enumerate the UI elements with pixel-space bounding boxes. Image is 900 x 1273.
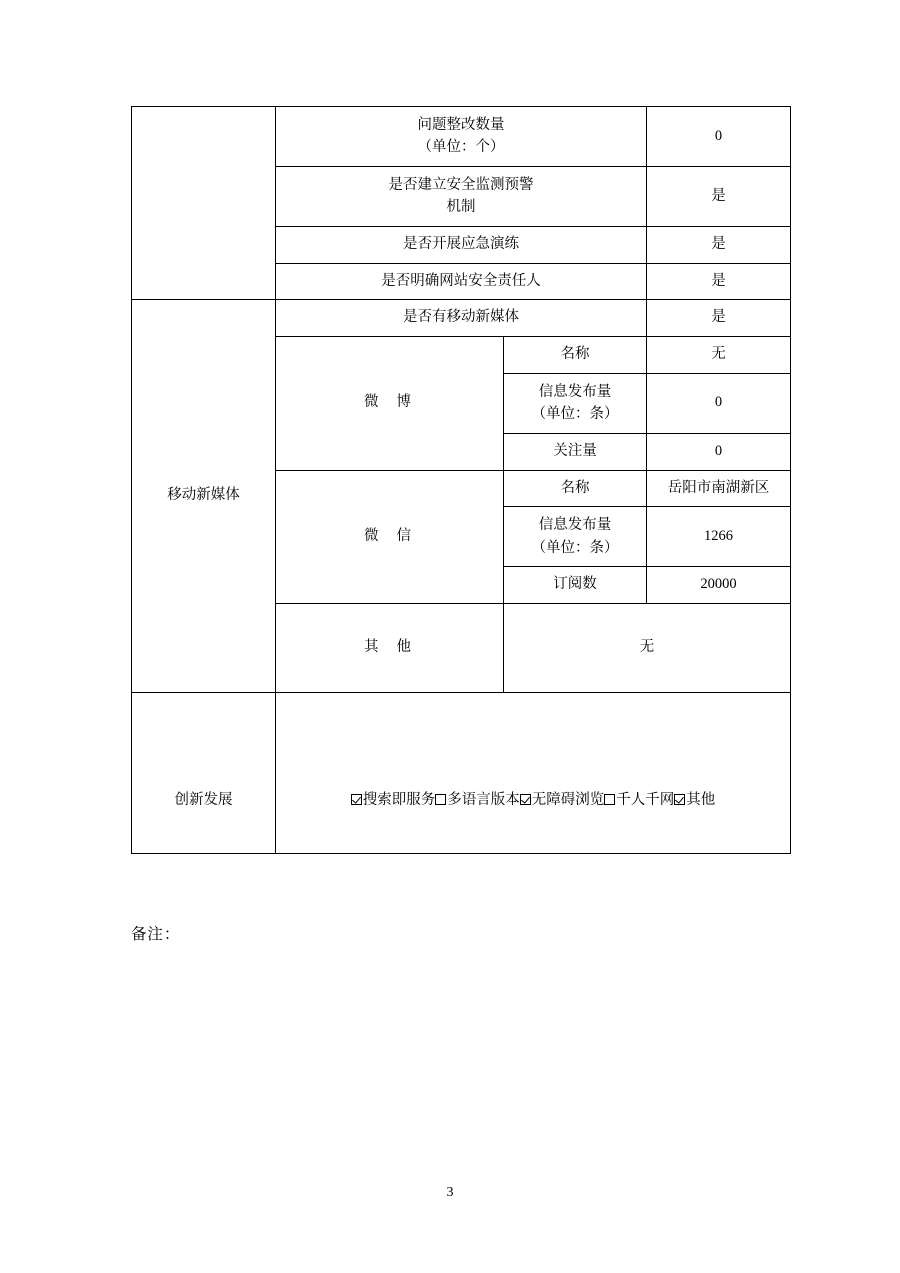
security-group-cell [132,107,276,300]
checkbox-checked-icon[interactable] [351,794,362,805]
checkbox-checked-icon[interactable] [674,794,685,805]
mobile-media-group-cell [132,300,276,693]
page-number: 3 [446,1185,454,1200]
weibo-followers-label-cell [504,433,647,470]
table-row [132,107,791,167]
remark-label: 备注： [131,926,181,943]
label-line-1: 信息发布量 [538,517,612,534]
innovation-options-list [276,734,790,812]
innovation-option-multilanguage[interactable] [435,792,520,808]
weibo-label-cell [276,337,504,470]
weixin-label-cell [276,470,504,603]
weixin-post-count-label-cell [504,507,647,567]
weibo-label: 微 博 [363,394,419,411]
weibo-post-count-value-cell [647,373,791,433]
innovation-option-other[interactable] [674,792,715,808]
form-table-container [131,106,790,854]
value-cell-warning-mechanism [647,166,791,226]
innovation-option-personalized-web[interactable] [604,792,674,808]
weibo-name-value-cell [647,337,791,374]
value-text: 0 [714,394,723,411]
value-cell-security-officer [647,263,791,300]
innovation-options-cell [276,693,791,854]
label-cell-emergency-drill [276,226,647,263]
innovation-option-search-as-service[interactable] [351,792,436,808]
option-label: 多语言版本 [447,792,520,809]
label-text: 是否开展应急演练 [403,235,519,252]
label-line-2: （单位：个） [417,139,505,156]
weibo-post-count-label-cell [504,373,647,433]
label-cell-issue-count [276,107,647,167]
label-text: 名称 [560,479,590,496]
mobile-media-group-label: 移动新媒体 [167,487,240,504]
weibo-name-label-cell [504,337,647,374]
checkbox-checked-icon[interactable] [520,794,531,805]
value-text: 是 [711,272,726,289]
value-text: 1266 [704,527,733,544]
table-row [132,300,791,337]
label-text: 关注量 [553,442,597,459]
label-cell-security-officer [276,263,647,300]
weixin-subscribers-value-cell [647,567,791,604]
label-text: 名称 [560,346,590,363]
value-cell-issue-count [647,107,791,167]
value-cell-emergency-drill [647,226,791,263]
table-row [132,693,791,854]
label-text: 是否有移动新媒体 [403,309,519,326]
label-line-2: （单位：条） [531,539,619,556]
value-text: 是 [711,309,726,326]
innovation-option-accessibility[interactable] [520,792,605,808]
label-line-2: （单位：条） [531,406,619,423]
weixin-name-value-cell [647,470,791,507]
value-text: 无 [711,346,726,363]
other-label: 其 他 [363,639,419,656]
weixin-post-count-value-cell [647,507,791,567]
label-cell-warning-mechanism [276,166,647,226]
option-label: 无障碍浏览 [531,792,605,809]
value-cell-has-mobile-media [647,300,791,337]
other-label-cell [276,604,504,693]
weixin-label: 微 信 [363,527,419,544]
value-text: 是 [711,235,726,252]
option-label: 千人千网 [616,792,675,809]
value-text: 20000 [700,576,737,593]
option-label: 其他 [686,792,716,809]
checkbox-unchecked-icon[interactable] [435,794,446,805]
value-text: 0 [714,442,723,459]
label-text: 订阅数 [553,576,597,593]
innovation-label: 创新发展 [174,792,233,809]
value-text: 岳阳市南湖新区 [667,479,770,496]
value-text: 无 [639,639,655,656]
label-cell-has-mobile-media [276,300,647,337]
weibo-followers-value-cell [647,433,791,470]
innovation-label-cell [132,693,276,854]
annual-report-table [131,106,791,854]
label-text: 是否明确网站安全责任人 [381,272,541,289]
weixin-subscribers-label-cell [504,567,647,604]
label-line-1: 是否建立安全监测预警 [388,176,534,193]
option-label: 搜索即服务 [362,792,436,809]
label-line-1: 问题整改数量 [417,117,505,133]
value-text: 是 [711,187,726,204]
value-text: 0 [714,127,723,144]
checkbox-unchecked-icon[interactable] [604,794,615,805]
weixin-name-label-cell [504,470,647,507]
other-value-cell [504,604,791,693]
label-line-2: 机制 [446,199,476,216]
label-line-1: 信息发布量 [538,383,612,400]
